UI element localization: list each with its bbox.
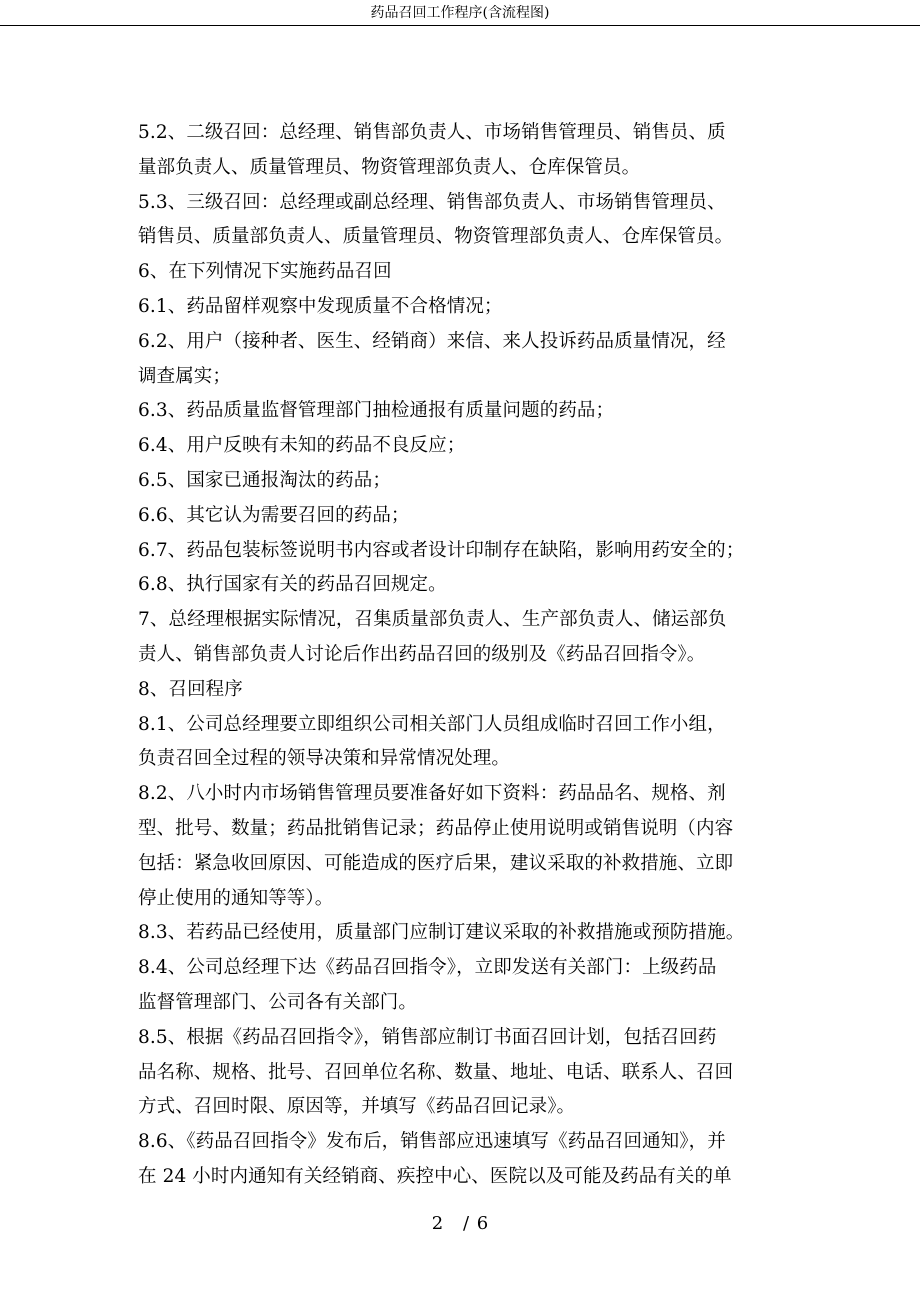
text-line: 负责召回全过程的领导决策和异常情况处理。 (138, 748, 511, 770)
text-line: 5.2、二级召回：总经理、销售部负责人、市场销售管理员、销售员、质 (138, 122, 726, 143)
text-line: 量部负责人、质量管理员、物资管理部负责人、仓库保管员。 (138, 156, 641, 178)
text-line: 8.3、若药品已经使用，质量部门应制订建议采取的补救措施或预防措施。 (138, 922, 745, 944)
text-line: 6.1、药品留样观察中发现质量不合格情况； (138, 295, 503, 317)
text-line: 停止使用的通知等等）。 (138, 887, 334, 909)
text-line: 6.8、执行国家有关的药品召回规定。 (138, 574, 447, 596)
document-body (138, 116, 788, 1195)
document-title: 药品召回工作程序(含流程图) (370, 5, 550, 21)
text-line: 6.4、用户反映有未知的药品不良反应； (138, 435, 466, 457)
text-line: 8.6、《药品召回指令》发布后，销售部应迅速填写《药品召回通知》，并 (138, 1131, 726, 1153)
text-line: 方式、召回时限、原因等，并填写《药品召回记录》。 (138, 1096, 576, 1118)
page-number-separator: / (462, 1213, 470, 1234)
text-line: 8.1、公司总经理要立即组织公司相关部门人员组成临时召回工作小组， (138, 713, 726, 735)
text-line: 8.4、公司总经理下达《药品召回指令》，立即发送有关部门：上级药品 (138, 957, 717, 979)
text-line: 6.2、用户（接种者、医生、经销商）来信、来人投诉药品质量情况，经 (138, 330, 726, 352)
page-footer (0, 1210, 920, 1238)
page-number-current: 2 (431, 1213, 444, 1234)
text-line: 7、总经理根据实际情况，召集质量部负责人、生产部负责人、储运部负 (138, 609, 727, 631)
page-header (0, 0, 920, 26)
text-line: 6、在下列情况下实施药品召回 (138, 261, 392, 283)
text-line: 8.5、根据《药品召回指令》，销售部应制订书面召回计划，包括召回药 (138, 1026, 717, 1048)
text-line: 销售员、质量部负责人、质量管理员、物资管理部负责人、仓库保管员。 (138, 226, 734, 248)
text-line: 8.2、八小时内市场销售管理员要准备好如下资料：药品品名、规格、剂 (138, 783, 726, 805)
text-line: 6.3、药品质量监督管理部门抽检通报有质量问题的药品； (138, 400, 615, 422)
text-line: 在 24 小时内通知有关经销商、疾控中心、医院以及可能及药品有关的单 (138, 1165, 732, 1187)
text-line: 型、批号、数量；药品批销售记录；药品停止使用说明或销售说明（内容 (138, 817, 734, 839)
text-line: 8、召回程序 (138, 678, 243, 700)
text-line: 6.5、国家已通报淘汰的药品； (138, 469, 391, 491)
text-line: 调查属实； (138, 365, 232, 387)
text-line: 6.6、其它认为需要召回的药品； (138, 504, 410, 526)
text-line: 品名称、规格、批号、召回单位名称、数量、地址、电话、联系人、召回 (138, 1061, 734, 1083)
text-line: 包括：紧急收回原因、可能造成的医疗后果，建议采取的补救措施、立即 (138, 852, 734, 874)
text-line: 责人、销售部负责人讨论后作出药品召回的级别及《药品召回指令》。 (138, 643, 706, 665)
text-line: 5.3、三级召回：总经理或副总经理、销售部负责人、市场销售管理员、 (138, 191, 726, 213)
text-line: 6.7、药品包装标签说明书内容或者设计印制存在缺陷，影响用药安全的； (138, 539, 745, 561)
page-number-total: 6 (476, 1213, 489, 1234)
text-line: 监督管理部门、公司各有关部门。 (138, 991, 418, 1013)
watermark: zixin.com.cn (610, 605, 910, 656)
